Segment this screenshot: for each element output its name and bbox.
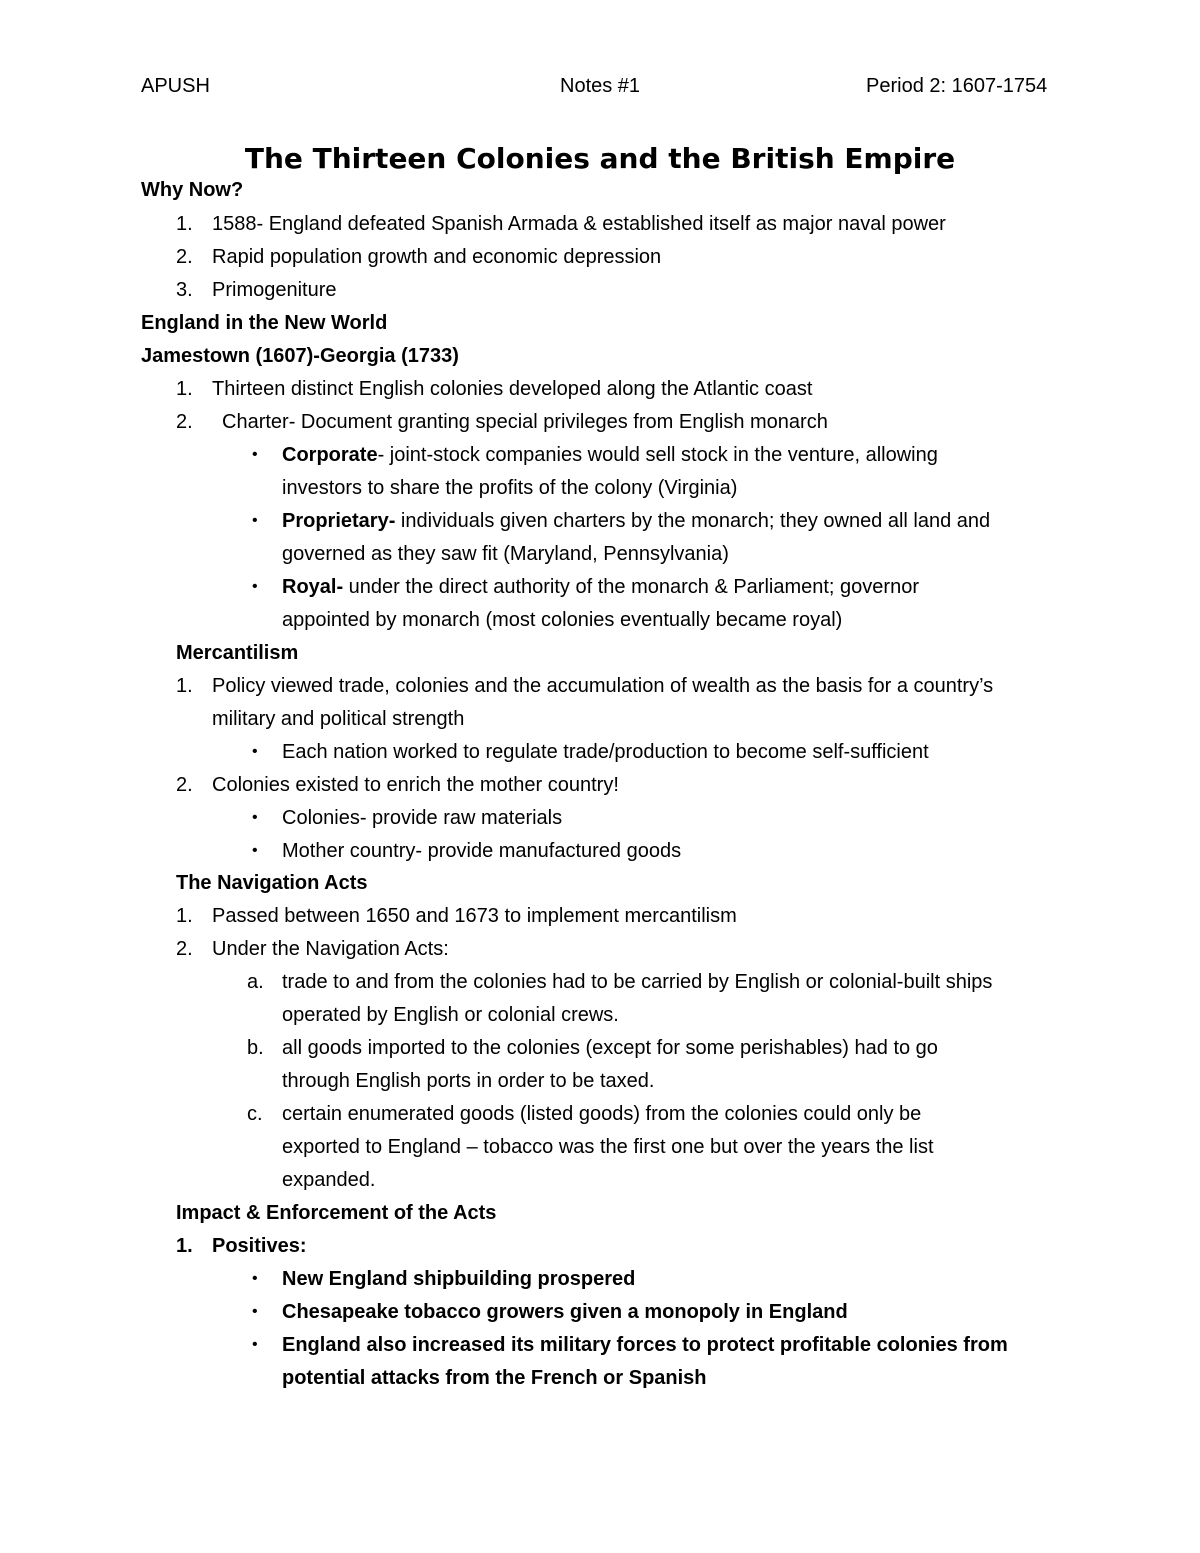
charter-corporate-cont: investors to share the profits of the colony (Virginia)	[282, 477, 738, 499]
list-marker: 2.	[176, 246, 193, 268]
corporate-text: - joint-stock companies would sell stock in the venture, allowing	[377, 444, 938, 466]
mercantilism-item-2: Colonies existed to enrich the mother country!	[212, 774, 619, 796]
heading-navigation-acts: The Navigation Acts	[176, 872, 368, 894]
navigation-item-2: Under the Navigation Acts:	[212, 938, 449, 960]
page-title: The Thirteen Colonies and the British Empire	[244, 142, 956, 175]
bullet-dot: •	[252, 1270, 258, 1287]
header-notes-number: Notes #1	[560, 75, 641, 97]
why-now-item-1: 1588- England defeated Spanish Armada & established itself as major naval power	[212, 213, 946, 235]
mercantilism-bullet-mother: Mother country- provide manufactured goods	[282, 840, 682, 862]
header-course: APUSH	[141, 75, 210, 97]
header-period: Period 2: 1607-1754	[866, 75, 1048, 97]
bullet-dot: •	[252, 512, 258, 529]
navigation-sub-b: all goods imported to the colonies (except for some perishables) had to go	[282, 1037, 938, 1059]
heading-why-now: Why Now?	[141, 179, 244, 201]
term-proprietary: Proprietary-	[282, 510, 396, 532]
list-marker: 3.	[176, 279, 193, 301]
list-marker: 1.	[176, 213, 193, 235]
england-item-2: Charter- Document granting special privileges from English monarch	[222, 411, 828, 433]
impact-bullet-military-cont: potential attacks from the French or Spanish	[282, 1367, 707, 1389]
charter-royal-cont: appointed by monarch (most colonies eventually became royal)	[282, 609, 843, 631]
term-corporate: Corporate	[282, 444, 378, 466]
list-marker: b.	[247, 1037, 264, 1059]
navigation-sub-c-cont2: expanded.	[282, 1169, 376, 1191]
list-marker: 2.	[176, 774, 193, 796]
mercantilism-item-1-cont: military and political strength	[212, 708, 465, 730]
navigation-sub-c-cont: exported to England – tobacco was the first one but over the years the list	[282, 1136, 934, 1158]
mercantilism-item-1: Policy viewed trade, colonies and the accumulation of wealth as the basis for a country’s	[212, 675, 994, 697]
impact-bullet-tobacco: Chesapeake tobacco growers given a monopoly in England	[282, 1301, 848, 1323]
why-now-item-2: Rapid population growth and economic depression	[212, 246, 662, 268]
list-marker: 1.	[176, 378, 193, 400]
proprietary-text: individuals given charters by the monarch; they owned all land and	[395, 510, 991, 532]
navigation-sub-a-cont: operated by English or colonial crews.	[282, 1004, 619, 1026]
list-marker: c.	[247, 1103, 263, 1125]
heading-mercantilism: Mercantilism	[176, 642, 299, 664]
list-marker: a.	[247, 971, 264, 993]
bullet-dot: •	[252, 809, 258, 826]
mercantilism-bullet-colonies: Colonies- provide raw materials	[282, 807, 563, 829]
bullet-dot: •	[252, 743, 258, 760]
navigation-sub-c: certain enumerated goods (listed goods) from the colonies could only be	[282, 1103, 922, 1125]
list-marker: 1.	[176, 905, 193, 927]
list-marker: 1.	[176, 675, 193, 697]
navigation-sub-a: trade to and from the colonies had to be carried by English or colonial-built ships	[282, 971, 993, 993]
bullet-dot: •	[252, 842, 258, 859]
list-marker: 2.	[176, 938, 193, 960]
royal-text: under the direct authority of the monarch & Parliament; governor	[343, 576, 919, 598]
charter-proprietary	[282, 507, 990, 535]
charter-proprietary-cont: governed as they saw fit (Maryland, Pennsylvania)	[282, 543, 729, 565]
charter-royal	[282, 573, 919, 601]
bullet-dot: •	[252, 1303, 258, 1320]
heading-impact-enforcement: Impact & Enforcement of the Acts	[176, 1202, 497, 1224]
term-royal: Royal-	[282, 576, 344, 598]
england-item-1: Thirteen distinct English colonies developed along the Atlantic coast	[212, 378, 813, 400]
impact-positives: Positives:	[212, 1235, 307, 1257]
navigation-sub-b-cont: through English ports in order to be taxed.	[282, 1070, 655, 1092]
navigation-item-1: Passed between 1650 and 1673 to implement mercantilism	[212, 905, 737, 927]
bullet-dot: •	[252, 446, 258, 463]
mercantilism-bullet-nation: Each nation worked to regulate trade/production to become self-sufficient	[282, 741, 929, 763]
subheading-jamestown-georgia: Jamestown (1607)-Georgia (1733)	[141, 345, 459, 367]
impact-bullet-shipbuilding: New England shipbuilding prospered	[282, 1268, 636, 1290]
heading-england-new-world: England in the New World	[141, 312, 388, 334]
why-now-item-3: Primogeniture	[212, 279, 337, 301]
list-marker: 2.	[176, 411, 193, 433]
impact-bullet-military: England also increased its military forces to protect profitable colonies from	[282, 1334, 1008, 1356]
list-marker: 1.	[176, 1235, 193, 1257]
bullet-dot: •	[252, 1336, 258, 1353]
bullet-dot: •	[252, 578, 258, 595]
charter-corporate	[282, 441, 938, 469]
